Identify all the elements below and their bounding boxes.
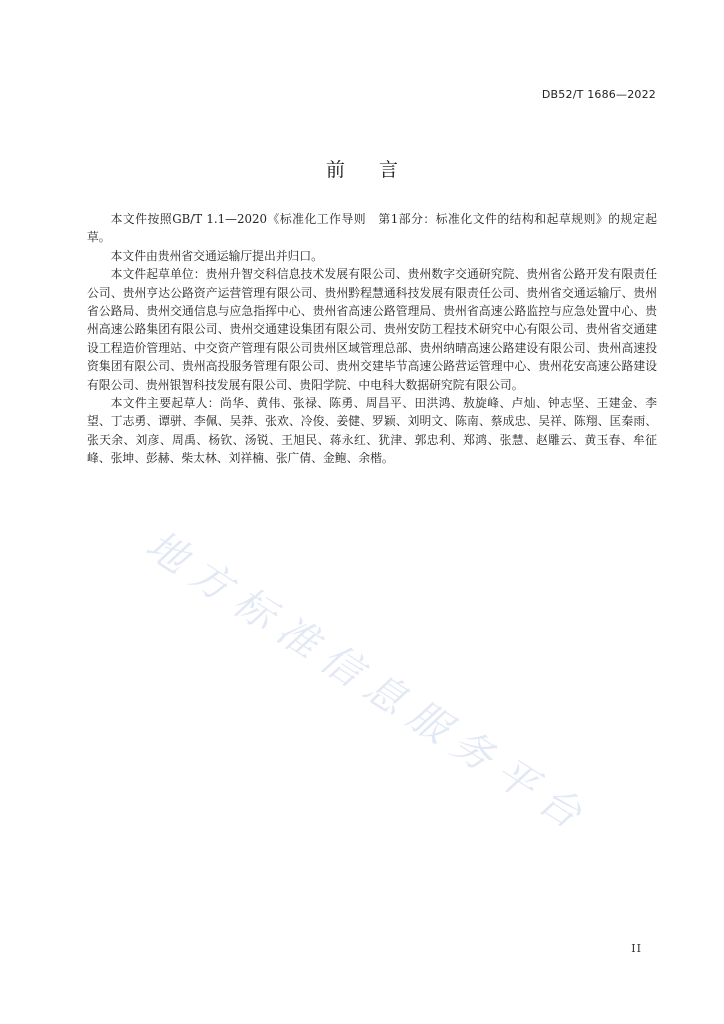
document-code: DB52/T 1686—2022 <box>541 88 656 101</box>
foreword-body <box>87 210 657 468</box>
paragraph-drafting-units: 本文件起草单位：贵州升智交科信息技术发展有限公司、贵州数字交通研究院、贵州省公路开发有限责任公司、贵州亨达公路资产运营管理有限公司、贵州黔程慧通科技发展有限责任公司、贵州省交通运输厅、贵州省公路局、贵州交通信息与应急指挥中心、贵州省高速公路管理局、贵州省高速公路监控与应急处置中心、贵州高速公路集团有限公司、贵州交通建设集团有限公司、贵州安防工程技术研究中心有限公司、贵州省交通建设工程造价管理站、中交资产管理有限公司贵州区域管理总部、贵州纳晴高速公路建设有限公司、贵州高速投资集团有限公司、贵州高投服务管理有限公司、贵州交建毕节高速公路营运管理中心、贵州花安高速公路建设有限公司、贵州银智科技发展有限公司、贵阳学院、中电科大数据研究院有限公司。 <box>87 267 657 392</box>
paragraph-drafters: 本文件主要起草人：尚华、黄伟、张禄、陈勇、周昌平、田洪鸿、敖旋峰、卢灿、钟志坚、王建金、李望、丁志勇、谭骈、李佩、吴莽、张欢、冷俊、姜健、罗颖、刘明文、陈南、蔡成忠、吴祥、陈翔、匡秦雨、张天余、刘彦、周禹、杨钦、汤锐、王旭民、蒋永红、犹津、郭忠利、郑鸿、张慧、赵雕云、黄玉春、牟征峰、张坤、彭赫、柴太林、刘祥楠、张广倩、金鲍、余楷。 <box>87 396 657 466</box>
watermark: 地方标准信息服务平台 <box>137 522 599 844</box>
paragraph-drafting-rules: 本文件按照GB/T 1.1—2020《标准化工作导则 第1部分：标准化文件的结构和起草规则》的规定起草。 <box>87 212 657 245</box>
paragraph-proposer: 本文件由贵州省交通运输厅提出并归口。 <box>110 248 323 263</box>
page-number: II <box>631 942 642 955</box>
page-title: 前言 <box>325 159 432 181</box>
